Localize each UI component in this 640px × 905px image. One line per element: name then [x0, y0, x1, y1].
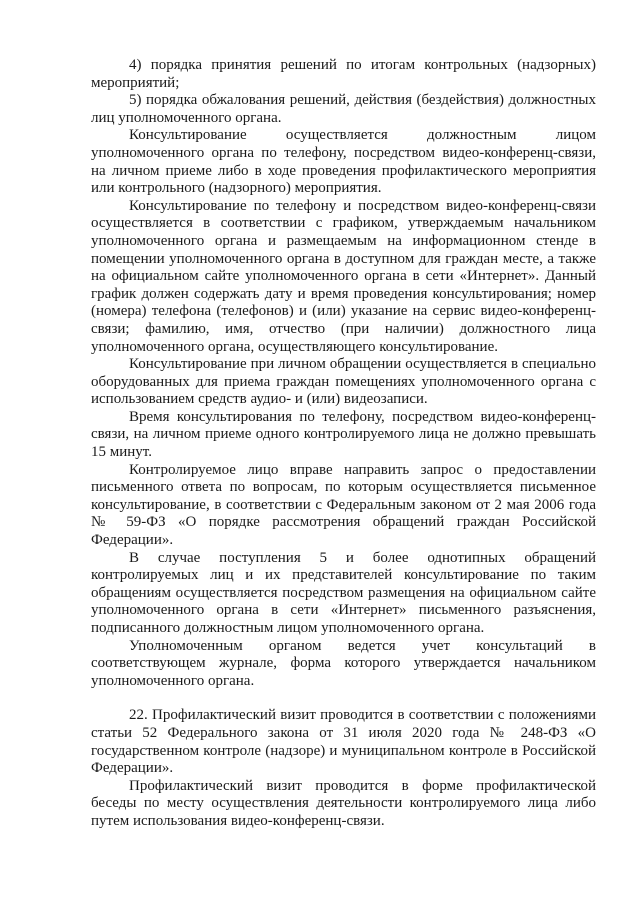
paragraph-item-4: 4) порядка принятия решений по итогам контрольных (надзорных) мероприятий; [91, 57, 596, 91]
paragraph-consulting-time: Время консультирования по телефону, посредством видео-конференц-связи, на личном приеме одного контролируемого лица не должно превышать 15 минут. [91, 408, 596, 461]
paragraph-consulting-schedule: Консультирование по телефону и посредством видео-конференц-связи осуществляется в соответствии с графиком, утверждаемым начальником уполномоченного органа и размещаемым на информационном стенде в помещении уполномоченного органа в доступном для граждан месте, а также на официальном сайте уполномоченного органа в сети «Интернет». Данный график должен содержать дату и время проведения консультирования; номер (номера) телефона (телефонов) и (или) указание на сервис видео-конференц-связи; фамилию, имя, отчество (при наличии) должностного лица уполномоченного органа, осуществляющего консультирование. [91, 197, 596, 355]
paragraph-consulting-methods: Консультирование осуществляется должностным лицом уполномоченного органа по телефону, посредством видео-конференц-связи, на личном приеме либо в ходе проведения профилактического мероприятия или контрольного (надзорного) мероприятия. [91, 127, 596, 197]
paragraph-section-22: 22. Профилактический визит проводится в соответствии с положениями статьи 52 Федерального закона от 31 июля 2020 года № 248-ФЗ «О государственном контроле (надзоре) и муниципальном контроле в Российской Федерации». [91, 707, 596, 777]
paragraph-personal-consulting: Консультирование при личном обращении осуществляется в специально оборудованных для приема граждан помещениях уполномоченного органа с использованием средств аудио- и (или) видеозаписи. [91, 356, 596, 408]
paragraph-visit-form: Профилактический визит проводится в форме профилактической беседы по месту осуществления деятельности контролируемого лица либо путем использования видео-конференц-связи. [91, 777, 596, 829]
document-page [91, 57, 596, 831]
paragraph-consulting-journal: Уполномоченным органом ведется учет консультаций в соответствующем журнале, форма которого утверждается начальником уполномоченного органа. [91, 637, 596, 689]
paragraph-similar-requests: В случае поступления 5 и более однотипных обращений контролируемых лиц и их представителей консультирование по таким обращениям осуществляется посредством размещения на официальном сайте уполномоченного органа в сети «Интернет» письменного разъяснения, подписанного должностным лицом уполномоченного органа. [91, 549, 596, 636]
paragraph-written-request: Контролируемое лицо вправе направить запрос о предоставлении письменного ответа по вопросам, по которым осуществляется письменное консультирование, в соответствии с Федеральным законом от 2 мая 2006 года № 59-ФЗ «О порядке рассмотрения обращений граждан Российской Федерации». [91, 461, 596, 549]
paragraph-item-5: 5) порядка обжалования решений, действия (бездействия) должностных лиц уполномоченного органа. [91, 92, 596, 126]
